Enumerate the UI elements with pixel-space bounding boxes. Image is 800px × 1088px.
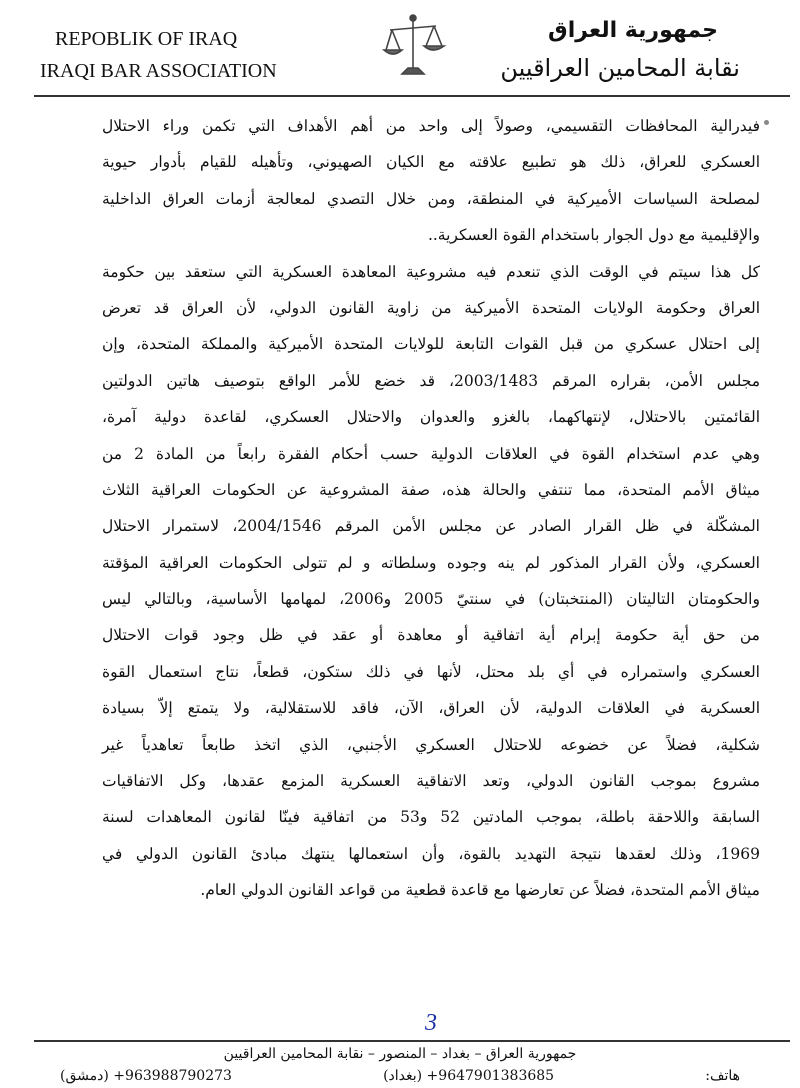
footer-phone-baghdad: 9647901383685+ (بغداد)	[383, 1068, 555, 1084]
body-line: إلى احتلال عسكري من قبل القوات التابعة للولايات المتحدة الأميركية والمملكة المتحدة، وإن	[102, 335, 760, 354]
header-divider	[34, 95, 790, 97]
letterhead-arabic-organization: نقابة المحامين العراقيين	[500, 54, 740, 82]
letterhead-arabic-country: جمهورية العراق	[548, 18, 718, 43]
footer-divider	[34, 1040, 790, 1042]
body-line: العسكري واستمراره في أي بلد محتل، لأنها في ذلك ستكون، قطعاً، نتاج استعمال القوة	[102, 662, 760, 681]
body-line: العسكرية في العلاقات الدولية، لأن العراق، الآن، فاقد للاستقلالية، ولا يتمتع إلاّ بسيادة	[102, 699, 760, 718]
body-line: ميثاق الأمم المتحدة، مما تنتفي والحالة هذه، صفة المشروعية عن الحكومات العراقية الثلاث	[102, 480, 760, 499]
body-line: القائمتين بالاحتلال، لإنتهاكهما، بالغزو والعدوان والاحتلال العسكري، لقاعدة دولية آمرة،	[102, 408, 760, 427]
body-line: والحكومتان التاليتان (المنتخبتان) في سنتيّ 2005 و2006، لمهامها الأساسية، وبالتالي ليس	[102, 590, 760, 609]
letter-body	[102, 108, 760, 909]
body-line: 1969، وذلك لعقدها نتيجة التهديد بالقوة، وأن استعمالها ينتهك مبادئ القانون الدولي في	[102, 844, 760, 863]
letterhead	[0, 0, 800, 100]
footer-phone-damascus: 963988790273+ (دمشق)	[60, 1068, 232, 1084]
margin-dot	[764, 120, 769, 125]
body-line: العسكري، ولأن القرار المذكور لم ينه وجوده وسلطاته و لم تتولى الحكومات العراقية المؤقتة	[102, 553, 760, 572]
footer-phones	[60, 1068, 740, 1084]
body-line: العسكري للعراق، ذلك هو تطبيع علاقته مع الكيان الصهيوني، وتأهيله للقيام بأدوار حيوية	[102, 153, 760, 172]
body-line: فيدرالية المحافظات التقسيمي، وصولاً إلى واحد من أهم الأهداف التي تكمن وراء الاحتلال	[102, 117, 760, 135]
body-line: من حق أية حكومة إبرام أية اتفاقية أو معاهدة أو عقد في ظل وجود قوات الاحتلال	[102, 626, 760, 645]
body-line: والإقليمية مع دول الجوار باستخدام القوة العسكرية..	[427, 226, 760, 245]
body-line: وهي عدم استخدام القوة في العلاقات الدولية حسب أحكام الفقرة رابعاً من المادة 2 من	[102, 444, 761, 463]
body-line: مشروع بموجب القانون الدولي، وتعد الاتفاقية العسكرية المزمع عقدها، وكل الاتفاقيات	[102, 772, 760, 791]
body-line: العراق وحكومة الولايات المتحدة الأميركية من زاوية القانون الدولي، لأن العراق قد تعرض	[102, 298, 760, 317]
body-line: مجلس الأمن، بقراره المرقم 2003/1483، قد خضع للأمر الواقع بتوصيف هاتين الدولتين	[102, 371, 761, 390]
footer-address: جمهورية العراق – بغداد – المنصور – نقابة المحامين العراقيين	[223, 1046, 577, 1062]
footer-phone-label: هاتف:	[705, 1068, 740, 1084]
body-line: المشكّلة في ظل القرار الصادر عن مجلس الأمن المرقم 2004/1546، لاستمرار الاحتلال	[102, 517, 760, 536]
body-line: كل هذا سيتم في الوقت الذي تنعدم فيه مشروعية المعاهدة العسكرية التي ستعقد بين حكومة	[102, 262, 760, 281]
body-line: لمصلحة السياسات الأميركية في المنطقة، ومن خلال التصدي لمعالجة أزمات العراق الداخلية	[102, 189, 760, 208]
page-number: 3	[425, 1010, 437, 1036]
letterhead-english-organization: IRAQI BAR ASSOCIATION	[40, 60, 277, 82]
body-line: شكلية، فضلاً عن خضوعه للاحتلال العسكري الأجنبي، الذي اتخذ طابعاً تعاهدياً غير	[102, 735, 760, 754]
scales-of-justice-icon	[378, 12, 448, 82]
body-line: السابقة واللاحقة باطلة، بموجب المادتين 52 و53 من اتفاقية فينّا لقانون المعاهدات لسنة	[102, 808, 760, 827]
body-line: ميثاق الأمم المتحدة، فضلاً عن تعارضها مع قاعدة قطعية من قواعد القانون الدولي العام.	[200, 881, 760, 900]
letterhead-english-country: REPOBLIK OF IRAQ	[55, 28, 238, 50]
